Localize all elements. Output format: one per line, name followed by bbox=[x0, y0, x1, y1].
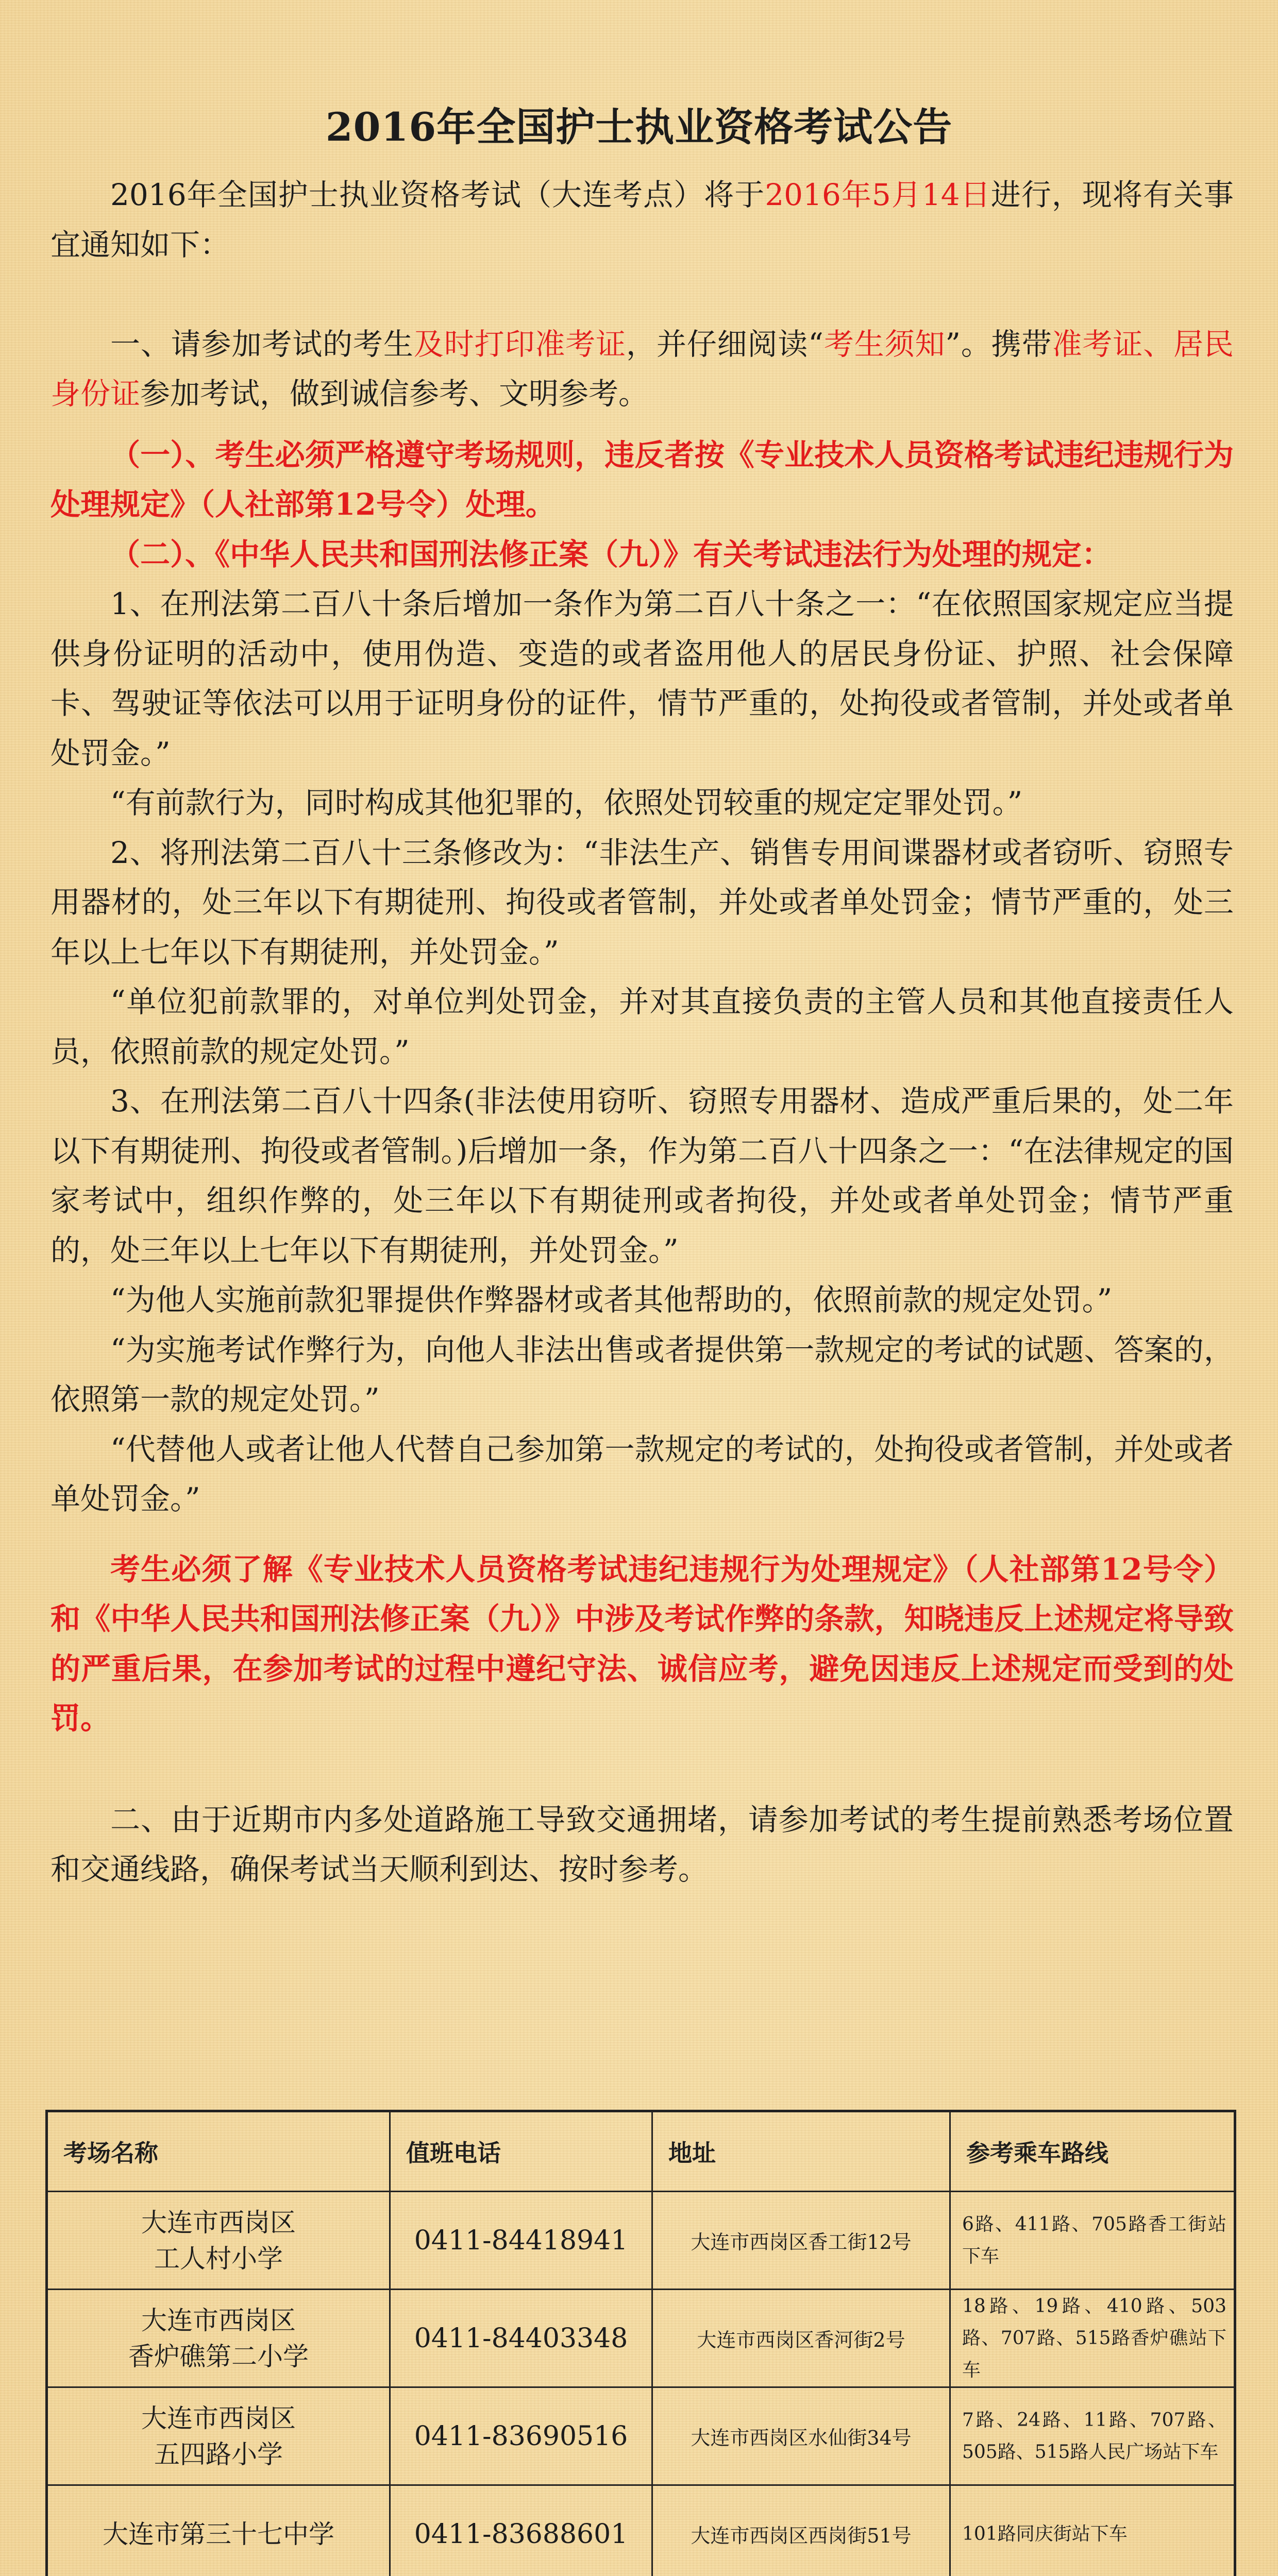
header-phone: 值班电话 bbox=[390, 2111, 652, 2192]
law-paragraph: 3、在刑法第二百八十四条(非法使用窃听、窃照专用器材、造成严重后果的，处二年以下有期徒刑、拘役或者管制。)后增加一条，作为第二百八十四条之一：“在法律规定的国家考试中，组织作弊的，处三年以下有期徒刑或者拘役，并处或者单处罚金；情节严重的，处三年以上七年以下有期徒刑，并处罚金。” bbox=[51, 1083, 1234, 1268]
venue-phone: 0411-83690516 bbox=[390, 2387, 652, 2485]
law-paragraph: 1、在刑法第二百八十条后增加一条作为第二百八十条之一：“在依照国家规定应当提供身份证明的活动中，使用伪造、变造的或者盗用他人的居民身份证、护照、社会保障卡、驾驶证等依法可以用于证明身份的证件，情节严重的，处拘役或者管制，并处或者单处罚金。” bbox=[51, 586, 1234, 771]
section1-paragraph bbox=[51, 319, 1234, 419]
section2-paragraph: 二、由于近期市内多处道路施工导致交通拥堵，请参加考试的考生提前熟悉考场位置和交通线路，确保考试当天顺利到达、按时参考。 bbox=[51, 1802, 1234, 1887]
law-paragraph: “为他人实施前款犯罪提供作弊器材或者其他帮助的，依照前款的规定处罚。” bbox=[110, 1282, 1113, 1317]
law-paragraph: “代替他人或者让他人代替自己参加第一款规定的考试的，处拘役或者管制，并处或者单处罚金。” bbox=[51, 1431, 1234, 1516]
venue-phone: 0411-84403348 bbox=[390, 2290, 652, 2387]
intro-paragraph bbox=[51, 170, 1234, 269]
header-address: 地址 bbox=[652, 2111, 950, 2192]
venue-address: 大连市西岗区香河街2号 bbox=[652, 2290, 950, 2387]
venue-name-line1: 大连市西岗区 bbox=[141, 2305, 296, 2335]
venue-name bbox=[47, 2485, 390, 2576]
law-paragraph: “单位犯前款罪的，对单位判处罚金，并对其直接负责的主管人员和其他直接责任人员，依照前款的规定处罚。” bbox=[51, 984, 1234, 1069]
venue-table bbox=[45, 2110, 1236, 2576]
venue-phone: 0411-83688601 bbox=[390, 2485, 652, 2576]
venue-name bbox=[47, 2387, 390, 2485]
table-header-row bbox=[47, 2111, 1235, 2192]
venue-name-line1: 大连市西岗区 bbox=[141, 2403, 296, 2433]
venue-route: 101路同庆街站下车 bbox=[950, 2485, 1235, 2576]
law-paragraph: 2、将刑法第二百八十三条修改为：“非法生产、销售专用间谍器材或者窃听、窃照专用器材的，处三年以下有期徒刑、拘役或者管制，并处或者单处罚金；情节严重的，处三年以上七年以下有期徒刑，并处罚金。” bbox=[51, 835, 1234, 970]
exam-date: 2016年5月14日 bbox=[765, 177, 991, 212]
venue-route: 7路、24路、11路、707路、505路、515路人民广场站下车 bbox=[950, 2387, 1235, 2485]
rule-1: （一）、考生必须严格遵守考场规则，违反者按《专业技术人员资格考试违纪违规行为处理规定》（人社部第12号令）处理。 bbox=[51, 437, 1234, 522]
table-row bbox=[47, 2192, 1235, 2290]
notice-body bbox=[51, 170, 1234, 1894]
venue-name-line1: 大连市第三十七中学 bbox=[103, 2519, 334, 2549]
section1-text-2: ，并仔细阅读“ bbox=[626, 326, 823, 362]
section1-text-3: ”。携带 bbox=[945, 326, 1052, 362]
intro-text-2: 进行，现将有关事宜通知如下： bbox=[51, 177, 1234, 262]
venue-phone: 0411-84418941 bbox=[390, 2192, 652, 2290]
venue-name bbox=[47, 2290, 390, 2387]
venue-address: 大连市西岗区西岗街51号 bbox=[652, 2485, 950, 2576]
venue-address: 大连市西岗区水仙街34号 bbox=[652, 2387, 950, 2485]
table-row bbox=[47, 2387, 1235, 2485]
section1-highlight-id: 准考证、居民身份证 bbox=[51, 326, 1234, 411]
warning-paragraph: 考生必须了解《专业技术人员资格考试违纪违规行为处理规定》（人社部第12号令）和《中华人民共和国刑法修正案（九）》中涉及考试作弊的条款，知晓违反上述规定将导致的严重后果，在参加考试的过程中遵纪守法、诚信应考，避免因违反上述规定而受到的处罚。 bbox=[51, 1551, 1234, 1736]
venue-route: 6路、411路、705路香工街站下车 bbox=[950, 2192, 1235, 2290]
section1-highlight-notice: 考生须知 bbox=[823, 326, 946, 362]
venue-name-line1: 大连市西岗区 bbox=[141, 2207, 296, 2238]
section1-highlight-print: 及时打印准考证 bbox=[413, 326, 627, 362]
venue-name-line2: 五四路小学 bbox=[154, 2439, 283, 2469]
section1-text-1: 一、请参加考试的考生 bbox=[110, 326, 414, 362]
page-title: 2016年全国护士执业资格考试公告 bbox=[325, 104, 953, 150]
intro-text-1: 2016年全国护士执业资格考试（大连考点）将于 bbox=[110, 177, 765, 212]
venue-name bbox=[47, 2192, 390, 2290]
law-paragraph: “为实施考试作弊行为，向他人非法出售或者提供第一款规定的考试的试题、答案的，依照第一款的规定处罚。” bbox=[51, 1332, 1234, 1417]
table-row bbox=[47, 2485, 1235, 2576]
law-paragraph: “有前款行为，同时构成其他犯罪的，依照处罚较重的规定定罪处罚。” bbox=[110, 785, 1023, 820]
rule-2: （二）、《中华人民共和国刑法修正案（九）》有关考试违法行为处理的规定： bbox=[110, 536, 1112, 572]
section1-text-4: 参加考试，做到诚信参考、文明参考。 bbox=[140, 376, 649, 411]
header-venue-name: 考场名称 bbox=[47, 2111, 390, 2192]
header-route: 参考乘车路线 bbox=[950, 2111, 1235, 2192]
venue-name-line2: 工人村小学 bbox=[154, 2243, 283, 2274]
venue-name-line2: 香炉礁第二小学 bbox=[128, 2341, 309, 2371]
table-row bbox=[47, 2290, 1235, 2387]
venue-route: 18路、19路、410路、503路、707路、515路香炉礁站下车 bbox=[950, 2290, 1235, 2387]
venue-address: 大连市西岗区香工街12号 bbox=[652, 2192, 950, 2290]
